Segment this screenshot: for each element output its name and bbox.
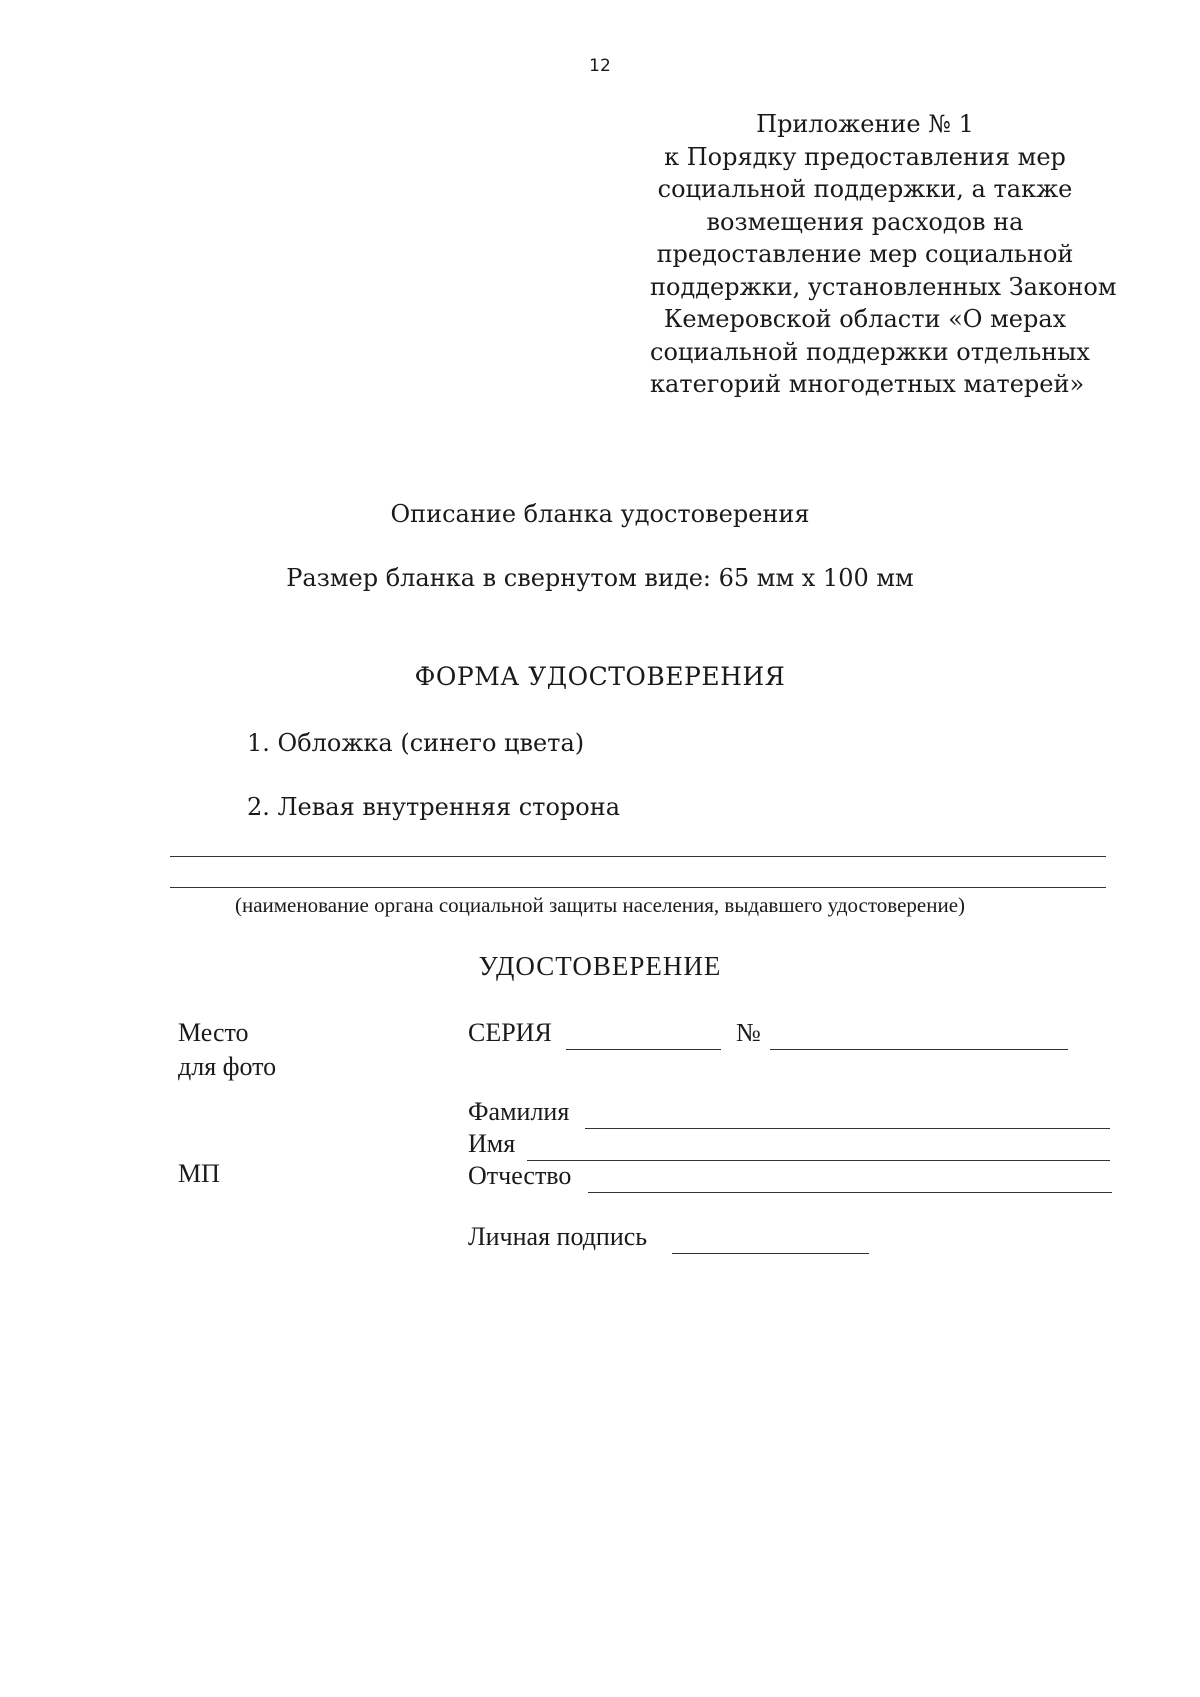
photo-place-label: Место xyxy=(178,1018,249,1047)
signature-blank-line xyxy=(672,1253,869,1254)
name-label: Имя xyxy=(468,1129,516,1158)
form-title: ФОРМА УДОСТОВЕРЕНИЯ xyxy=(414,662,786,691)
signature-label: Личная подпись xyxy=(468,1222,648,1251)
patronymic-label: Отчество xyxy=(468,1161,572,1190)
patronymic-blank-line xyxy=(588,1192,1112,1193)
blank-size-text: Размер бланка в свернутом виде: 65 мм х 100 мм xyxy=(286,564,914,592)
appendix-line: Кемеровской области «О мерах xyxy=(663,305,1067,333)
appendix-line: категорий многодетных матерей» xyxy=(650,370,1085,398)
org-name-blank-line xyxy=(170,887,1106,888)
appendix-line: социальной поддержки отдельных xyxy=(650,337,1090,366)
appendix-header xyxy=(650,108,1117,401)
appendix-line: поддержки, установленных Законом xyxy=(650,272,1117,301)
number-blank-line xyxy=(770,1049,1068,1050)
number-label: № xyxy=(736,1018,761,1047)
appendix-line: возмещения расходов на xyxy=(706,207,1024,236)
description-title: Описание бланка удостоверения xyxy=(390,500,810,528)
appendix-line: социальной поддержки, а также xyxy=(657,175,1073,203)
appendix-line: Приложение № 1 xyxy=(756,110,974,138)
surname-label: Фамилия xyxy=(468,1097,570,1126)
stamp-place-label: МП xyxy=(178,1159,220,1188)
list-item-left-side: 2. Левая внутренняя сторона xyxy=(247,793,621,821)
org-name-blank-line xyxy=(170,856,1106,857)
appendix-line: к Порядку предоставления мер xyxy=(664,142,1066,171)
series-label: СЕРИЯ xyxy=(468,1018,552,1047)
org-name-caption: (наименование органа социальной защиты населения, выдавшего удостоверение) xyxy=(234,893,966,917)
appendix-line: предоставление мер социальной xyxy=(656,240,1074,268)
list-item-cover: 1. Обложка (синего цвета) xyxy=(247,729,585,757)
series-blank-line xyxy=(566,1049,721,1050)
surname-blank-line xyxy=(585,1128,1110,1129)
page-number: 12 xyxy=(589,56,611,76)
certificate-title: УДОСТОВЕРЕНИЕ xyxy=(478,951,722,981)
photo-place-label: для фото xyxy=(178,1052,277,1081)
name-blank-line xyxy=(527,1160,1110,1161)
